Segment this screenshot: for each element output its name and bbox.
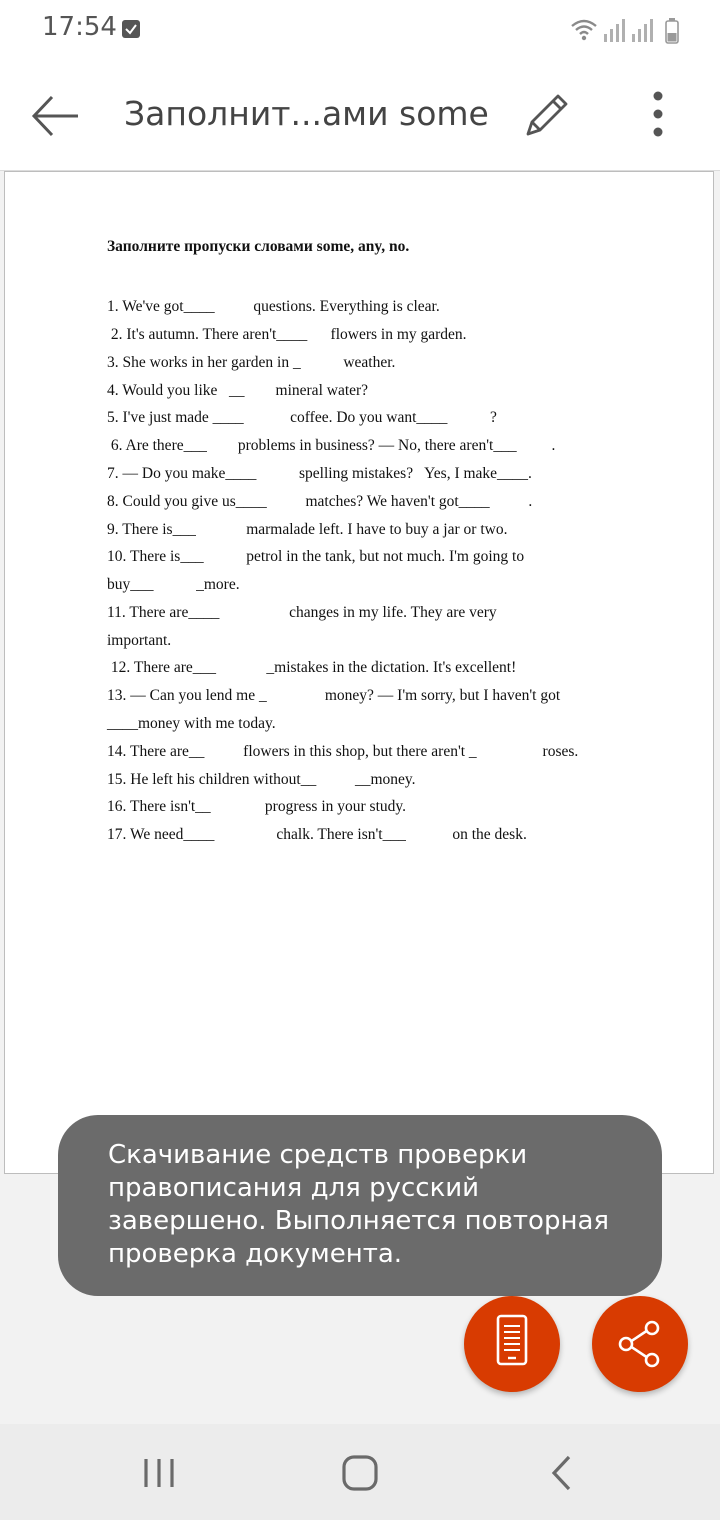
exercise-line: 3. She works in her garden in _ weather. — [107, 354, 396, 371]
edit-button[interactable] — [518, 88, 574, 144]
exercise-line: 14. There are__ flowers in this shop, but there aren't _ roses. — [107, 743, 579, 760]
nav-back-button[interactable] — [538, 1448, 588, 1498]
back-button[interactable] — [26, 88, 86, 144]
wifi-icon — [572, 21, 596, 40]
exercise-line: ____money with me today. — [107, 715, 276, 732]
phone-document-icon — [464, 1296, 560, 1392]
toast-message: Скачивание средств проверки правописания для русский завершено. Выполняется повторная проверка документа. — [108, 1140, 610, 1269]
pencil-icon — [518, 88, 574, 144]
exercise-line: 5. I've just made ____ coffee. Do you want____ ? — [107, 409, 497, 426]
exercise-line: important. — [107, 632, 172, 649]
exercise-line: 13. — Can you lend me _ money? — I'm sorry, but I haven't got — [107, 687, 561, 704]
battery-icon — [666, 18, 678, 43]
document-page — [4, 171, 714, 1174]
status-bar — [0, 0, 720, 60]
document-title: Заполнит...ами some — [124, 94, 489, 133]
exercise-line: 10. There is___ petrol in the tank, but not much. I'm going to — [107, 548, 525, 565]
chevron-left-icon — [538, 1448, 588, 1498]
reading-view-button[interactable] — [464, 1296, 560, 1392]
app-bar — [0, 60, 720, 171]
share-icon — [592, 1296, 688, 1392]
system-nav-bar — [0, 1424, 720, 1520]
exercise-line: 12. There are___ _mistakes in the dictation. It's excellent! — [107, 659, 517, 676]
recents-button[interactable] — [134, 1448, 184, 1498]
exercise-line: 11. There are____ changes in my life. They are very — [107, 604, 497, 621]
arrow-left-icon — [26, 88, 86, 144]
exercise-line: buy___ _more. — [107, 576, 240, 593]
more-options-button[interactable] — [636, 90, 680, 142]
exercise-line: 15. He left his children without__ __money. — [107, 771, 416, 788]
exercise-line: 16. There isn't__ progress in your study. — [107, 798, 406, 815]
checklist-notification-icon — [122, 20, 140, 38]
more-vertical-icon — [636, 90, 680, 142]
exercise-line: 17. We need____ chalk. There isn't___ on the desk. — [107, 826, 527, 843]
exercise-line: 8. Could you give us____ matches? We haven't got____ . — [107, 493, 533, 510]
home-icon — [335, 1448, 385, 1498]
status-icons — [570, 16, 682, 44]
exercise-line: 1. We've got____ questions. Everything is clear. — [107, 298, 440, 315]
recents-icon — [134, 1448, 184, 1498]
status-time: 17:54 — [42, 12, 117, 42]
exercise-line: 7. — Do you make____ spelling mistakes? Yes, I make____. — [107, 465, 532, 482]
home-button[interactable] — [335, 1448, 385, 1498]
signal-2-icon — [632, 19, 653, 42]
document-heading: Заполните пропуски словами some, any, no. — [107, 238, 410, 255]
signal-icon — [604, 19, 625, 42]
exercise-line: 9. There is___ marmalade left. I have to buy a jar or two. — [107, 521, 508, 538]
exercise-line: 6. Are there___ problems in business? — No, there aren't___ . — [107, 437, 556, 454]
share-button[interactable] — [592, 1296, 688, 1392]
exercise-line: 4. Would you like __ mineral water? — [107, 382, 369, 399]
exercise-line: 2. It's autumn. There aren't____ flowers in my garden. — [107, 326, 467, 343]
spellcheck-toast — [58, 1115, 662, 1296]
